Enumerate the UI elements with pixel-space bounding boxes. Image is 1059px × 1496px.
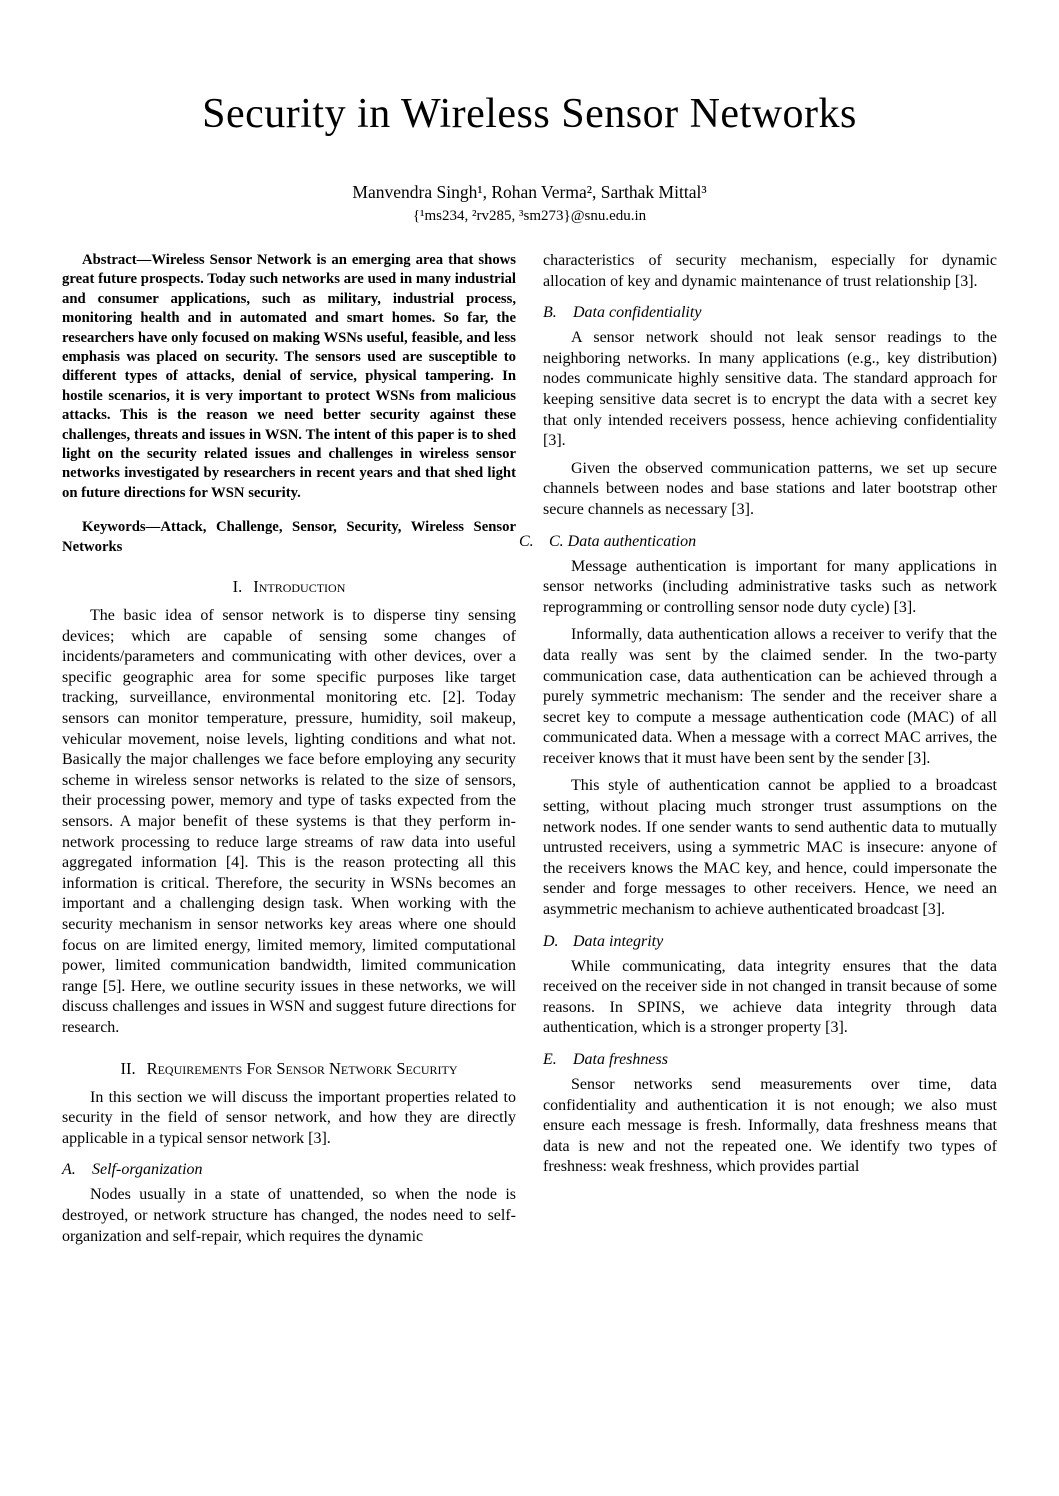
keywords-label: Keywords— — [82, 519, 161, 536]
subsection-heading-data-integrity — [543, 933, 997, 951]
subsection-title: Data freshness — [573, 1051, 668, 1068]
section-heading-introduction — [62, 577, 516, 597]
section-number: II. — [120, 1058, 136, 1078]
subsection-heading-data-confidentiality — [543, 304, 997, 322]
subsection-title: C. Data authentication — [549, 532, 697, 550]
data-authentication-paragraph-3: This style of authentication cannot be applied to a broadcast setting, without placing much stronger trust assumptions on the network nodes. If one sender wants to send authentic data to mutually untrusted receivers, using a symmetric MAC is insecure: anyone of the receivers knows the MAC key, and hence, could impersonate the sender and forge messages to other receivers. Hence, we need an asymmetric mechanism to achieve authenticated broadcast [3]. — [543, 777, 997, 919]
subsection-marker: A. — [62, 1161, 76, 1179]
subsection-heading-self-organization — [62, 1161, 516, 1179]
emails-line: {¹ms234, ²rv285, ³sm273}@snu.edu.in — [412, 208, 647, 224]
paper-title: Security in Wireless Sensor Networks — [202, 91, 857, 137]
subsection-marker: B. — [543, 304, 557, 322]
section-heading-requirements — [62, 1059, 516, 1079]
subsection-marker: E. — [543, 1051, 557, 1068]
data-authentication-paragraph-2: Informally, data authentication allows a receiver to verify that the data really was sent by the claimed sender. In the two-party communication case, data authentication can be achieved through a purely symmetric mechanism: The sender and the receiver share a secret key to compute a message authentication code (MAC) of all communicated data. When a message with a correct MAC arrives, the receiver knows that it must have been sent by the sender [3]. — [543, 626, 997, 767]
subsection-title: Data integrity — [573, 932, 664, 950]
right-column — [519, 251, 997, 1185]
abstract-paragraph — [62, 251, 516, 503]
introduction-paragraph: The basic idea of sensor network is to disperse tiny sensing devices; which are capable of sensing some changes of incidents/parameters and communicating with other devices, over a specific geographic area for some specific purposes like target tracking, surveillance, environmental monitoring etc. [2]. Today sensors can monitor temperature, pressure, humidity, soil makeup, vehicular movement, noise levels, lighting conditions and what not. Basically the major challenges we face before employing any security scheme in wireless sensor networks is related to the size of sensors, their processing power, memory and type of tasks expected from the sensors. A major benefit of these systems is that they perform in-network processing to reduce large streams of raw data into useful aggregated information [4]. This is the reason protecting all this information is critical. Therefore, the security in WSNs becomes an important and a challenging design task. When working with the security mechanism in sensor networks key areas where one should focus on are limited energy, limited memory, limited computational power, limited communication bandwidth, limited communication range [5]. Here, we outline security issues in these networks, we will discuss challenges and issues in WSN and suggest future directions for research. — [62, 607, 516, 1036]
abstract-label: Abstract— — [82, 252, 152, 268]
left-column — [62, 251, 516, 1254]
subsection-marker: C. — [519, 532, 534, 550]
data-confidentiality-paragraph-1: A sensor network should not leak sensor readings to the neighboring networks. In many applications (e.g., key distribution) nodes communicate highly sensitive data. The standard approach for keeping sensitive data secret is to encrypt the data with a secret key that only intended receivers possess, hence achieving confidentiality [3]. — [543, 329, 997, 450]
section-title: Introduction — [253, 577, 346, 597]
authors-line: Manvendra Singh¹, Rohan Verma², Sarthak Mittal³ — [352, 182, 707, 202]
subsection-title: Data confidentiality — [573, 304, 702, 322]
data-freshness-paragraph: Sensor networks send measurements over time, data confidentiality and authentication it is not enough; we also must ensure each message is fresh. Informally, data freshness means that data is new and not the repeated one. We identify two types of freshness: weak freshness, which provides partial — [543, 1076, 997, 1176]
subsection-title: Self-organization — [92, 1161, 203, 1179]
subsection-marker: D. — [543, 932, 559, 950]
subsection-heading-data-authentication — [519, 533, 997, 551]
section-title: Requirements For Sensor Network Security — [146, 1058, 458, 1078]
self-organization-paragraph: Nodes usually in a state of unattended, so when the node is destroyed, or network structure has changed, the nodes need to self-organization and self-repair, which requires the dynamic — [62, 1186, 516, 1245]
abstract-text: Wireless Sensor Network is an emerging area that shows great future prospects. Today such networks are used in many industrial and consumer applications, such as military, industrial process, monitoring health and in automated and smart homes. So far, the researchers have only focused on making WSNs useful, feasible, and less emphasis was placed on security. The sensors used are susceptible to different types of attacks, denial of service, physical tampering. In hostile scenarios, it is very important to protect WSNs from malicious attacks. This is the reason we need better security against these challenges, threats and issues in WSN. The intent of this paper is to shed light on the security related issues and challenges in wireless sensor networks investigated by researchers in recent years and that shed light on future directions for WSN security. — [62, 252, 516, 501]
requirements-paragraph: In this section we will discuss the important properties related to security in the field of sensor network, and how they are directly applicable in a typical sensor network [3]. — [62, 1088, 516, 1147]
data-confidentiality-paragraph-2: Given the observed communication patterns, we set up secure channels between nodes and base stations and later bootstrap other secure channels as necessary [3]. — [543, 459, 997, 518]
keywords-text: Attack, Challenge, Sensor, Security, Wireless Sensor Networks — [62, 519, 516, 555]
two-column-body — [0, 251, 1059, 1254]
data-authentication-paragraph-1: Message authentication is important for many applications in sensor networks (including administrative tasks such as network reprogramming or controlling sensor node duty cycle) [3]. — [543, 557, 997, 616]
paper-header — [0, 0, 1059, 225]
self-organization-continuation-paragraph: characteristics of security mechanism, especially for dynamic allocation of key and dynamic maintenance of trust relationship [3]. — [543, 252, 997, 290]
subsection-heading-data-freshness — [543, 1051, 997, 1069]
section-number: I. — [232, 577, 243, 597]
data-integrity-paragraph: While communicating, data integrity ensures that the data received on the receiver side in not changed in transit because of some reasons. In SPINS, we achieve data integrity through data authentication, which is a stronger property [3]. — [543, 957, 997, 1037]
keywords-paragraph — [62, 518, 516, 557]
